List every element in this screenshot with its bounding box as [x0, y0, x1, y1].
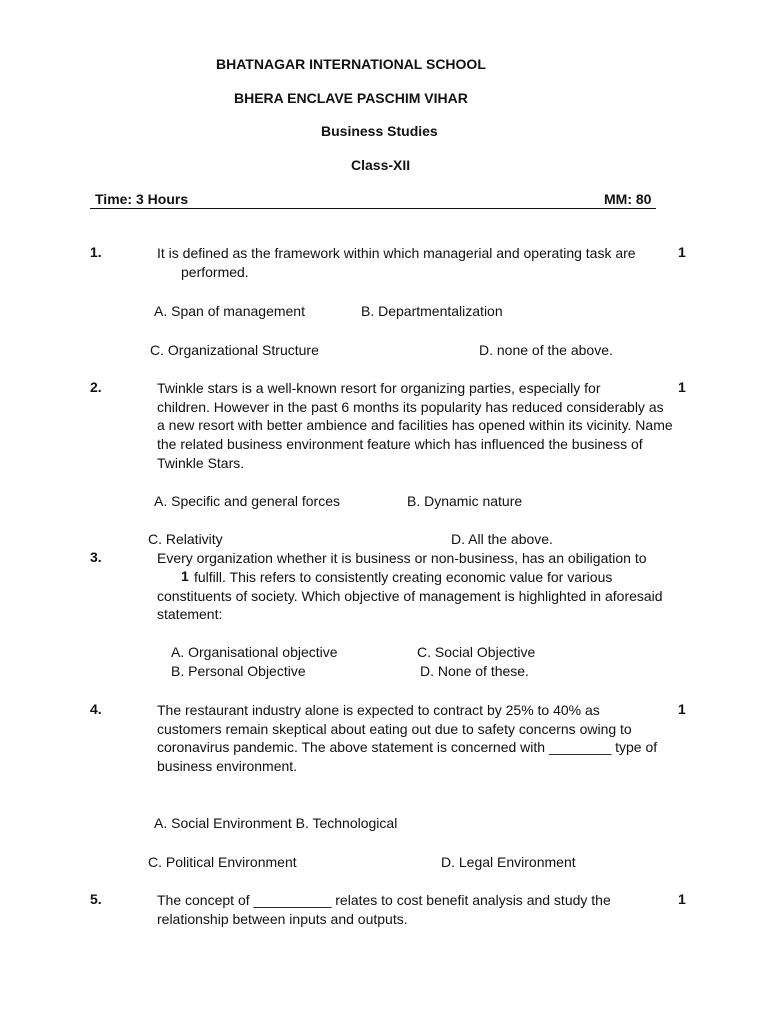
question-marks: 1 [678, 701, 686, 717]
question-line: business environment. [157, 758, 298, 774]
question-line: the related business environment feature which has influenced the business of [157, 436, 643, 452]
question-marks: 1 [678, 379, 686, 395]
question-number: 2. [90, 379, 102, 395]
option-d: D. none of the above. [479, 342, 613, 358]
option-b: B. Dynamic nature [407, 493, 523, 509]
question-line: fulfill. This refers to consistently creating economic value for various [194, 569, 613, 585]
max-marks-label: MM: 80 [604, 191, 652, 207]
option-c: C. Political Environment [148, 854, 297, 870]
school-name: BHATNAGAR INTERNATIONAL SCHOOL [216, 56, 486, 72]
class-title: Class-XII [351, 157, 411, 173]
question-marks: 1 [678, 891, 686, 907]
question-line: relationship between inputs and outputs. [157, 911, 408, 927]
question-line: It is defined as the framework within which managerial and operating task are [157, 245, 636, 261]
question-line: The restaurant industry alone is expected to contract by 25% to 40% as [157, 702, 600, 718]
subject-title: Business Studies [321, 123, 438, 139]
option-d: D. None of these. [420, 663, 529, 679]
option-a: A. Span of management [154, 303, 305, 319]
question-marks: 1 [181, 568, 189, 584]
option-a: A. Organisational objective [171, 644, 338, 660]
question-number: 4. [90, 701, 102, 717]
question-line: Twinkle stars is a well-known resort for organizing parties, especially for [157, 380, 601, 396]
option-d: D. All the above. [451, 531, 553, 547]
option-a-b: A. Social Environment B. Technological [154, 815, 398, 831]
option-c: C. Social Objective [417, 644, 536, 660]
question-line: children. However in the past 6 months its popularity has reduced considerably as [157, 399, 664, 415]
question-line: Twinkle Stars. [157, 455, 245, 471]
question-line: Every organization whether it is business or non-business, has an obiligation to [157, 550, 647, 566]
option-c: C. Organizational Structure [150, 342, 319, 358]
option-a: A. Specific and general forces [154, 493, 340, 509]
option-b: B. Departmentalization [361, 303, 503, 319]
option-c: C. Relativity [148, 531, 223, 547]
question-number: 5. [90, 891, 102, 907]
question-line: customers remain skeptical about eating out due to safety concerns owing to [157, 721, 632, 737]
question-line: a new resort with better ambience and facilities has opened within its vicinity. Name [157, 417, 673, 433]
question-line: performed. [181, 264, 249, 280]
time-label: Time: 3 Hours [95, 191, 189, 207]
question-line: The concept of __________ relates to cost benefit analysis and study the [157, 892, 611, 908]
time-marks-line [90, 191, 656, 209]
option-d: D. Legal Environment [441, 854, 576, 870]
question-line: coronavirus pandemic. The above statement is concerned with ________ type of [157, 739, 658, 755]
question-line: constituents of society. Which objective of management is highlighted in aforesaid [157, 588, 663, 604]
question-line: statement: [157, 606, 223, 622]
question-number: 3. [90, 549, 102, 565]
question-marks: 1 [678, 244, 686, 260]
school-address: BHERA ENCLAVE PASCHIM VIHAR [234, 90, 468, 106]
question-number: 1. [90, 244, 102, 260]
option-b: B. Personal Objective [171, 663, 306, 679]
